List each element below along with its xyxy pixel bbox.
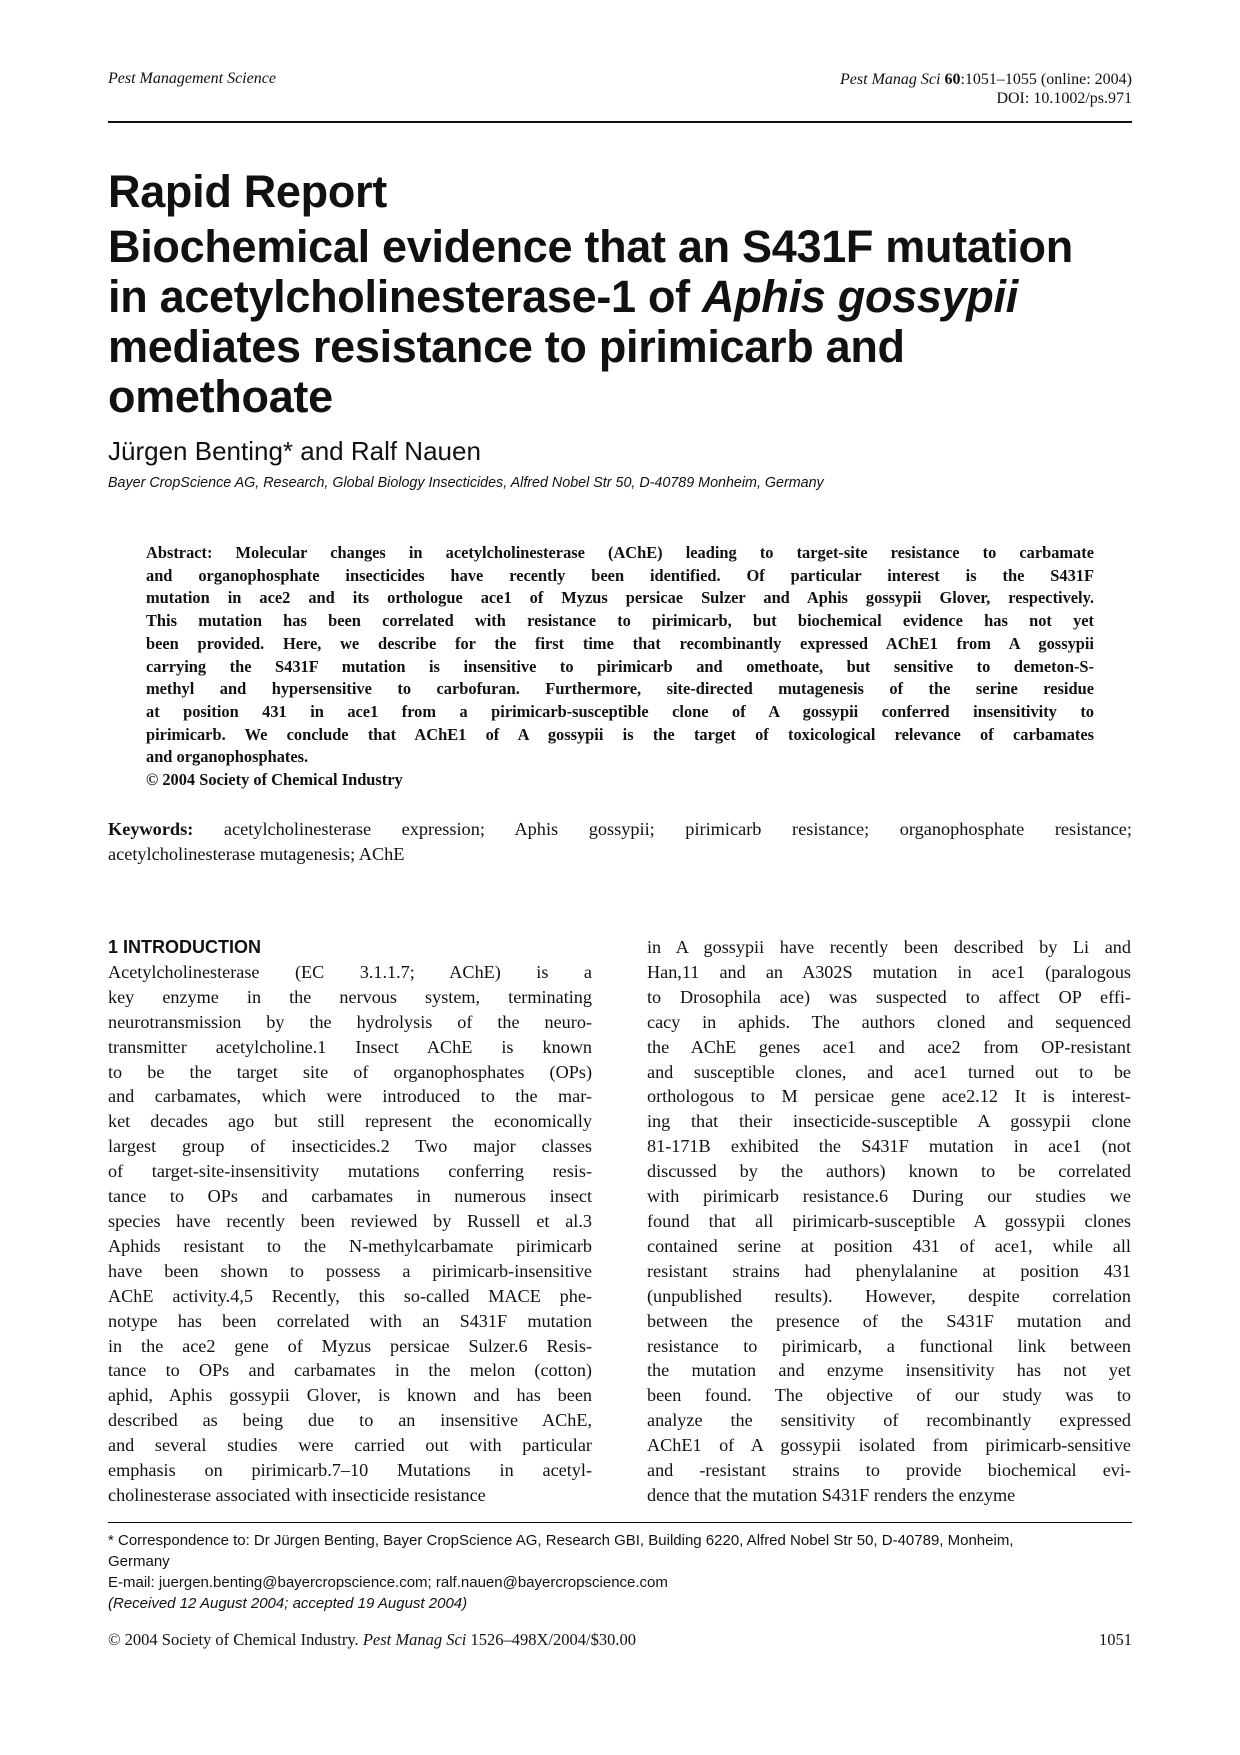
footnote-received: (Received 12 August 2004; accepted 19 August 2004) <box>108 1595 468 1612</box>
footnote-line: * Correspondence to: Dr Jürgen Benting, Bayer CropScience AG, Research GBI, Building 6220, Alfred Nobel Str 50, D-40789, Monheim, <box>108 1532 1014 1549</box>
abstract-line: This mutation has been correlated with resistance to pirimicarb, but biochemical evidence has not yet <box>146 611 1094 631</box>
body-text-line: in the ace2 gene of Myzus persicae Sulzer.6 Resis- <box>108 1335 592 1356</box>
article-type: Rapid Report <box>108 166 387 217</box>
title-line: mediates resistance to pirimicarb and <box>108 321 905 372</box>
footnote-rule <box>108 1522 1132 1523</box>
title-line <box>108 272 1138 322</box>
body-text-line: orthologous to M persicae gene ace2.12 It is interest- <box>647 1086 1131 1107</box>
journal-name: Pest Management Science <box>108 70 276 87</box>
body-text-line: between the presence of the S431F mutation and <box>647 1310 1131 1331</box>
abstract-line: at position 431 in ace1 from a pirimicarb-susceptible clone of A gossypii conferred insensitivity to <box>146 701 1094 721</box>
doi: DOI: 10.1002/ps.971 <box>996 90 1132 107</box>
citation-line <box>840 70 1132 89</box>
title-species: Aphis gossypii <box>702 271 1018 322</box>
abstract-copyright: © 2004 Society of Chemical Industry <box>146 770 403 790</box>
footnote-line: Germany <box>108 1553 170 1570</box>
body-text-line: aphid, Aphis gossypii Glover, is known and has been <box>108 1385 592 1406</box>
abstract-line: and organophosphate insecticides have recently been identified. Of particular interest is the S431F <box>146 565 1094 585</box>
body-text-line: species have recently been reviewed by Russell et al.3 <box>108 1210 592 1231</box>
title-line: Biochemical evidence that an S431F mutation <box>108 221 1073 272</box>
body-text-line: have been shown to possess a pirimicarb-insensitive <box>108 1260 592 1281</box>
body-text-line: analyze the sensitivity of recombinantly expressed <box>647 1410 1131 1431</box>
abstract <box>146 542 1094 792</box>
body-text-line: ket decades ago but still represent the economically <box>108 1111 592 1132</box>
intro-right-column <box>647 935 1131 1508</box>
abstract-line: Abstract: Molecular changes in acetylcholinesterase (AChE) leading to target-site resistance to carbamate <box>146 543 1094 562</box>
keywords-label: Keywords: <box>108 819 194 839</box>
header-rule <box>108 121 1132 123</box>
body-text-line: largest group of insecticides.2 Two major classes <box>108 1136 592 1157</box>
abstract-line: pirimicarb. We conclude that AChE1 of A gossypii is the target of toxicological relevance of carbamates <box>146 724 1094 744</box>
abstract-line: been provided. Here, we describe for the first time that recombinantly expressed AChE1 from A gossypii <box>146 633 1094 653</box>
body-text-line: and susceptible clones, and ace1 turned out to be <box>647 1061 1131 1082</box>
body-text-line: ing that their insecticide-susceptible A gossypii clone <box>647 1111 1131 1132</box>
footnote-email: E-mail: juergen.benting@bayercropscience.com; ralf.nauen@bayercropscience.com <box>108 1574 668 1591</box>
body-text-line: of target-site-insensitivity mutations conferring resis- <box>108 1161 592 1182</box>
body-text-line: Acetylcholinesterase (EC 3.1.1.7; AChE) is a <box>108 961 592 982</box>
footer-copyright <box>108 1630 636 1650</box>
citation-block <box>840 70 1132 108</box>
body-text-line: contained serine at position 431 of ace1, while all <box>647 1235 1131 1256</box>
citation-pages: :1051–1055 (online: 2004) <box>960 71 1132 88</box>
body-text-line: Han,11 and an A302S mutation in ace1 (paralogous <box>647 961 1131 982</box>
authors: Jürgen Benting* and Ralf Nauen <box>108 436 481 466</box>
citation-volume: 60 <box>944 71 961 88</box>
body-text-line: resistant strains had phenylalanine at position 431 <box>647 1260 1131 1281</box>
body-text-line: tance to OPs and carbamates in numerous insect <box>108 1186 592 1207</box>
correspondence-footnote <box>108 1530 1138 1614</box>
footer-copyright-text: © 2004 Society of Chemical Industry. <box>108 1630 359 1649</box>
body-text-line: AChE1 of A gossypii isolated from pirimicarb-sensitive <box>647 1435 1131 1456</box>
footer-journal: Pest Manag Sci <box>362 1630 467 1649</box>
page-number: 1051 <box>1099 1630 1132 1649</box>
body-text-line: neurotransmission by the hydrolysis of the neuro- <box>108 1011 592 1032</box>
keywords-line <box>108 817 1132 842</box>
abstract-line: mutation in ace2 and its orthologue ace1 of Myzus persicae Sulzer and Aphis gossypii Glover, respectively. <box>146 588 1094 608</box>
body-text-line: with pirimicarb resistance.6 During our studies we <box>647 1186 1131 1207</box>
affiliation: Bayer CropScience AG, Research, Global Biology Insecticides, Alfred Nobel Str 50, D-40789 Monheim, Germany <box>108 475 824 491</box>
keywords-line: acetylcholinesterase mutagenesis; AChE <box>108 844 405 864</box>
body-text-line: and several studies were carried out with particular <box>108 1435 592 1456</box>
keywords <box>108 817 1132 867</box>
body-text-line: the mutation and enzyme insensitivity has not yet <box>647 1360 1131 1381</box>
section-heading: 1 INTRODUCTION <box>108 937 261 957</box>
keywords-text: acetylcholinesterase expression; Aphis gossypii; pirimicarb resistance; organophosphate resistance; <box>223 819 1132 839</box>
article-title <box>108 222 1138 422</box>
title-line: omethoate <box>108 371 333 422</box>
body-text-line: emphasis on pirimicarb.7–10 Mutations in acetyl- <box>108 1460 592 1481</box>
intro-left-column <box>108 935 592 1508</box>
body-text-line: (unpublished results). However, despite correlation <box>647 1285 1131 1306</box>
body-text-line: the AChE genes ace1 and ace2 from OP-resistant <box>647 1036 1131 1057</box>
body-text-line: cholinesterase associated with insecticide resistance <box>108 1484 486 1505</box>
body-text-line: notype has been correlated with an S431F mutation <box>108 1310 592 1331</box>
body-text-line: and carbamates, which were introduced to the mar- <box>108 1086 592 1107</box>
citation-journal: Pest Manag Sci <box>840 71 941 88</box>
abstract-line: and organophosphates. <box>146 747 309 767</box>
body-text-line: dence that the mutation S431F renders the enzyme <box>647 1484 1016 1505</box>
body-text-line: described as being due to an insensitive AChE, <box>108 1410 592 1431</box>
body-text-line: AChE activity.4,5 Recently, this so-called MACE phe- <box>108 1285 592 1306</box>
body-text-line: key enzyme in the nervous system, terminating <box>108 986 592 1007</box>
body-text-line: in A gossypii have recently been described by Li and <box>647 937 1131 957</box>
body-text-line: found that all pirimicarb-susceptible A gossypii clones <box>647 1210 1131 1231</box>
body-text-line: Aphids resistant to the N-methylcarbamate pirimicarb <box>108 1235 592 1256</box>
body-text-line: resistance to pirimicarb, a functional link between <box>647 1335 1131 1356</box>
abstract-line: methyl and hypersensitive to carbofuran. Furthermore, site-directed mutagenesis of the serine residue <box>146 679 1094 699</box>
body-text-line: been found. The objective of our study was to <box>647 1385 1131 1406</box>
body-text-line: to be the target site of organophosphates (OPs) <box>108 1061 592 1082</box>
abstract-line: carrying the S431F mutation is insensitive to pirimicarb and omethoate, but sensitive to demeton-S- <box>146 656 1094 676</box>
body-text-line: 81-171B exhibited the S431F mutation in ace1 (not <box>647 1136 1131 1157</box>
footer-issn: 1526–498X/2004/$30.00 <box>470 1630 636 1649</box>
title-text: in acetylcholinesterase-1 of <box>108 271 703 322</box>
body-text-line: discussed by the authors) known to be correlated <box>647 1161 1131 1182</box>
body-text-line: and -resistant strains to provide biochemical evi- <box>647 1460 1131 1481</box>
body-text-line: cacy in aphids. The authors cloned and sequenced <box>647 1011 1131 1032</box>
body-text-line: to Drosophila ace) was suspected to affect OP effi- <box>647 986 1131 1007</box>
body-text-line: transmitter acetylcholine.1 Insect AChE is known <box>108 1036 592 1057</box>
body-text-line: tance to OPs and carbamates in the melon (cotton) <box>108 1360 592 1381</box>
